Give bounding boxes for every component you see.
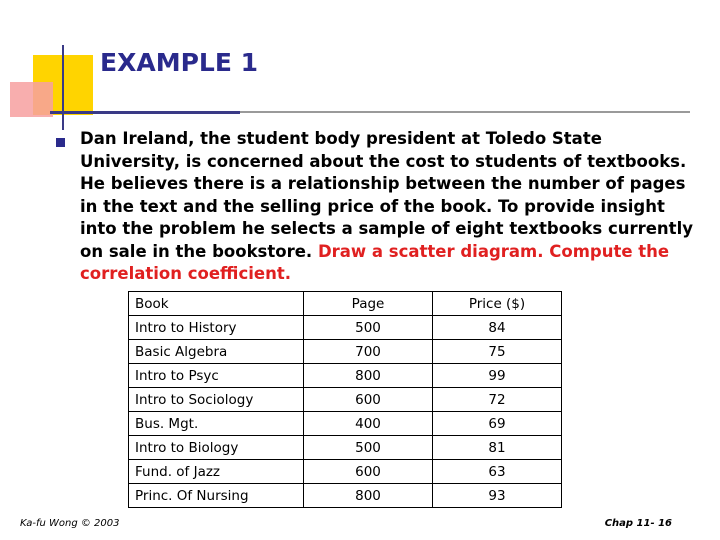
problem-statement — [80, 128, 700, 286]
slide-title: EXAMPLE 1 — [100, 48, 259, 77]
cell-price: 99 — [433, 364, 562, 388]
cell-price: 81 — [433, 436, 562, 460]
table-row — [129, 436, 562, 460]
cell-book: Princ. Of Nursing — [129, 484, 304, 508]
table-row — [129, 460, 562, 484]
bullet-icon — [56, 138, 65, 147]
cell-page: 800 — [304, 484, 433, 508]
footer-author: Ka-fu Wong © 2003 — [20, 518, 120, 529]
cell-book: Intro to Biology — [129, 436, 304, 460]
cell-page: 600 — [304, 460, 433, 484]
table-row — [129, 412, 562, 436]
table-row — [129, 364, 562, 388]
cell-book: Fund. of Jazz — [129, 460, 304, 484]
cell-page: 800 — [304, 364, 433, 388]
title-ornament-pink — [10, 82, 53, 117]
cell-price: 84 — [433, 316, 562, 340]
cell-page: 700 — [304, 340, 433, 364]
textbook-table — [128, 291, 562, 508]
cell-book: Basic Algebra — [129, 340, 304, 364]
cell-book: Bus. Mgt. — [129, 412, 304, 436]
cell-book: Intro to Psyc — [129, 364, 304, 388]
cell-book: Intro to History — [129, 316, 304, 340]
problem-text: Dan Ireland, the student body president at Toledo State University, is concerned about the cost to students of textbooks. He believes there is a relationship between the number of pages in the text and the selling price of the book. To provide insight into the problem he selects a sample of eight textbooks currently on sale in the bookstore. — [80, 129, 693, 261]
cell-book: Intro to Sociology — [129, 388, 304, 412]
cell-price: 75 — [433, 340, 562, 364]
cell-price: 63 — [433, 460, 562, 484]
cell-price: 72 — [433, 388, 562, 412]
cell-book: Book — [129, 292, 304, 316]
cell-page: 600 — [304, 388, 433, 412]
cell-price: 93 — [433, 484, 562, 508]
cell-page: 500 — [304, 436, 433, 460]
cell-price: Price ($) — [433, 292, 562, 316]
table-header-row — [129, 292, 562, 316]
table-row — [129, 316, 562, 340]
cell-price: 69 — [433, 412, 562, 436]
table-row — [129, 388, 562, 412]
task-instructions: Draw a scatter diagram. Compute the correlation coefficient. — [80, 241, 670, 283]
table-row — [129, 484, 562, 508]
cell-page: Page — [304, 292, 433, 316]
table-row — [129, 340, 562, 364]
cell-page: 400 — [304, 412, 433, 436]
title-underline-accent — [50, 111, 240, 114]
title-ornament-vertical-line — [62, 45, 64, 130]
cell-page: 500 — [304, 316, 433, 340]
footer-page-number: Chap 11- 16 — [604, 518, 672, 529]
